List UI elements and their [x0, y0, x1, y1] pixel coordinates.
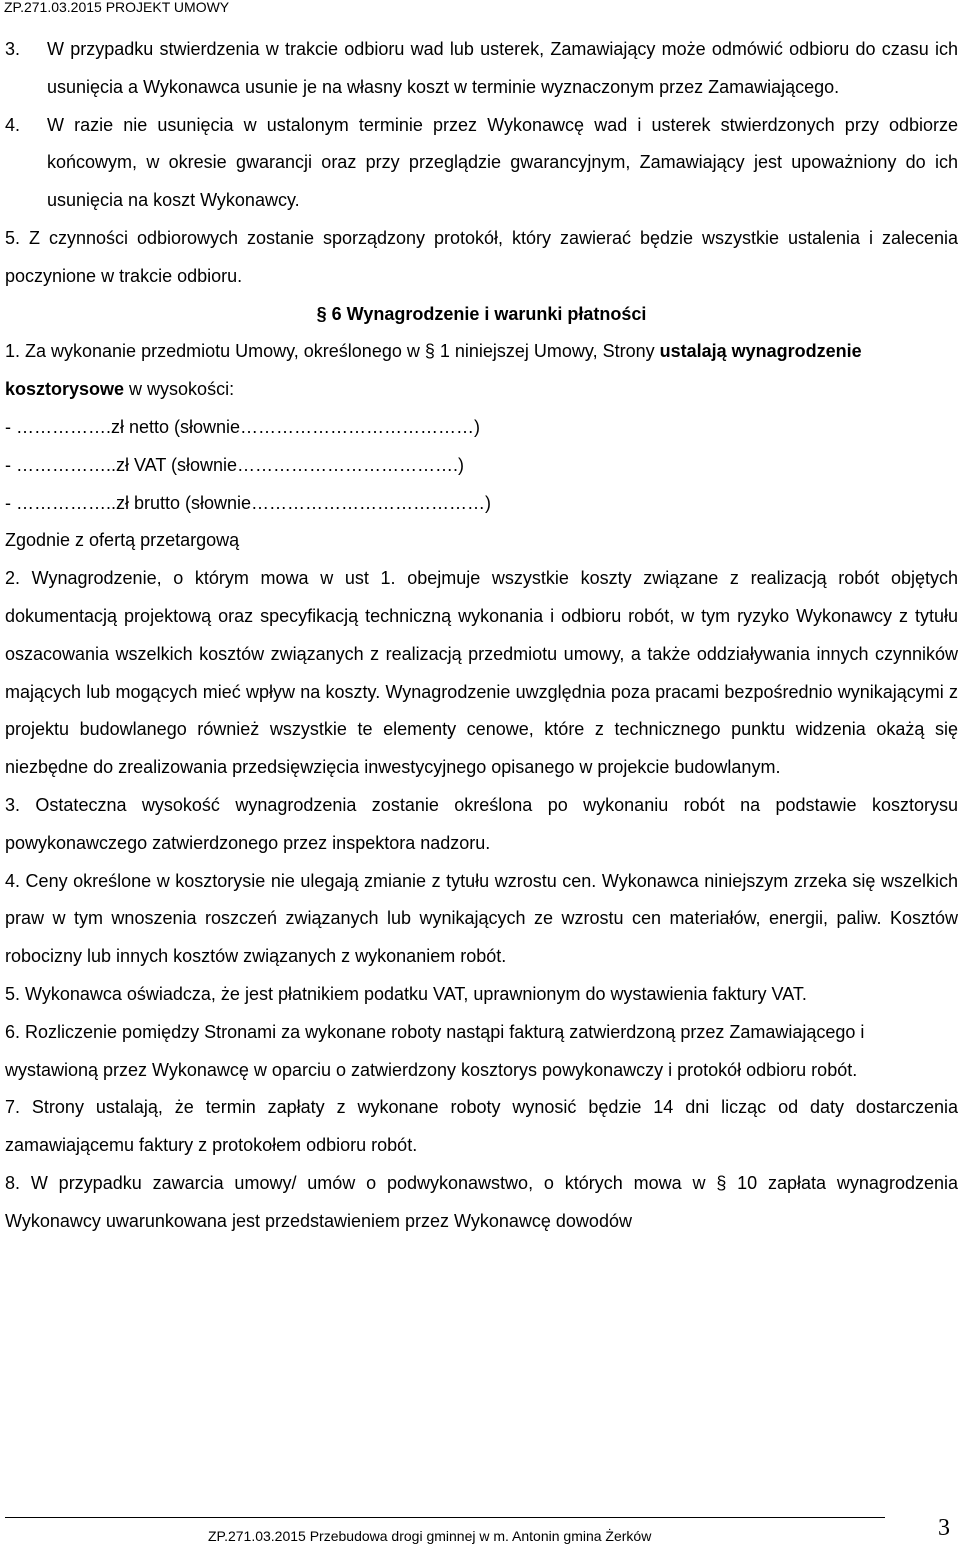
- paragraph-text: w wysokości:: [124, 379, 235, 400]
- page-footer: ZP.271.03.2015 Przebudowa drogi gminnej w m. Antonin gmina Żerków: [208, 1528, 652, 1544]
- paragraph-bold-text: ustalają wynagrodzenie kosztorysowe: [5, 341, 862, 400]
- footer-divider: [5, 1517, 885, 1518]
- document-body: [5, 31, 958, 1241]
- clause-item-3: [5, 31, 958, 107]
- clause-text: W przypadku stwierdzenia w trakcie odbioru wad lub usterek, Zamawiający może odmówić odbioru do czasu ich usunięcia a Wykonawca usunie je na własny koszt w terminie wyznaczonym przez Zamawiającego.: [47, 39, 958, 97]
- payment-paragraph-8: 8. W przypadku zawarcia umowy/ umów o podwykonawstwo, o których mowa w § 10 zapłata wynagrodzenia Wykonawcy uwarunkowana jest przedstawieniem przez Wykonawcę dowodów: [5, 1172, 958, 1231]
- payment-paragraph-7: 7. Strony ustalają, że termin zapłaty z wykonane roboty wynosić będzie 14 dni licząc od daty dostarczenia zamawiającemu faktury z protokołem odbioru robót.: [5, 1097, 958, 1156]
- payment-paragraph-4: 4. Ceny określone w kosztorysie nie ulegają zmianie z tytułu wzrostu cen. Wykonawca niniejszym zrzeka się wszelkich praw w tym wnoszenia roszczeń związanych lub wynikających ze wzrostu cen materiałów, energii, paliw. Kosztów robocizny lub innych kosztów związanych z wykonaniem robót.: [5, 870, 958, 967]
- clause-number: 3.: [5, 39, 21, 59]
- payment-paragraph-5: 5. Wykonawca oświadcza, że jest płatnikiem podatku VAT, uprawnionym do wystawienia faktury VAT.: [5, 983, 807, 1004]
- clause-text: W razie nie usunięcia w ustalonym terminie przez Wykonawcę wad i usterek stwierdzonych przy odbiorze końcowym, w okresie gwarancji oraz przy przeglądzie gwarancyjnym, Zamawiający jest upoważniony do ich usunięcia na koszt Wykonawcy.: [47, 114, 958, 211]
- page-number: 3: [938, 1515, 950, 1541]
- payment-paragraph-3: 3. Ostateczna wysokość wynagrodzenia zostanie określona po wykonaniu robót na podstawie kosztorysu powykonawczego zatwierdzonego przez inspektora nadzoru.: [5, 794, 958, 853]
- clause-item-4: [5, 107, 958, 220]
- clause-item-5: 5. Z czynności odbiorowych zostanie sporządzony protokół, który zawierać będzie wszystkie ustalenia i zalecenia poczynione w trakcie odbioru.: [5, 227, 958, 286]
- paragraph-text: 1. Za wykonanie przedmiotu Umowy, określonego w § 1 niniejszej Umowy, Strony: [5, 341, 660, 362]
- payment-paragraph-1: [5, 333, 958, 409]
- page-header: ZP.271.03.2015 PROJEKT UMOWY: [4, 0, 230, 15]
- section-heading: § 6 Wynagrodzenie i warunki płatności: [316, 303, 647, 324]
- amount-gross-line: - ……………..zł brutto (słownie…………………………………): [5, 492, 492, 513]
- offer-note: Zgodnie z ofertą przetargową: [5, 530, 240, 551]
- amount-vat-line: - ……………..zł VAT (słownie……………………………….): [5, 454, 465, 475]
- payment-paragraph-6: 6. Rozliczenie pomiędzy Stronami za wykonane roboty nastąpi fakturą zatwierdzoną przez Zamawiającego i wystawioną przez Wykonawcę w oparciu o zatwierdzony kosztorys powykonawczy i protokół odbioru robót.: [5, 1021, 865, 1080]
- clause-number: 4.: [5, 114, 21, 135]
- payment-paragraph-2: 2. Wynagrodzenie, o którym mowa w ust 1. obejmuje wszystkie koszty związane z realizacją robót objętych dokumentacją projektową oraz specyfikacją techniczną wykonania i odbioru robót, w tym ryzyko Wykonawcy z tytułu oszacowania wszelkich kosztów związanych z realizacją przedmiotu umowy, a także oddziaływania innych czynników mających lub mogących mieć wpływ na koszty. Wynagrodzenie uwzględnia poza pracami bezpośrednio wynikającymi z projektu budowlanego również wszystkie te elementy cenowe, które z technicznego punktu widzenia okażą się niezbędne do zrealizowania przedsięwzięcia inwestycyjnego opisanego w projekcie budowlanym.: [5, 568, 958, 778]
- amount-net-line: - …………….zł netto (słownie…………………………………): [5, 416, 481, 437]
